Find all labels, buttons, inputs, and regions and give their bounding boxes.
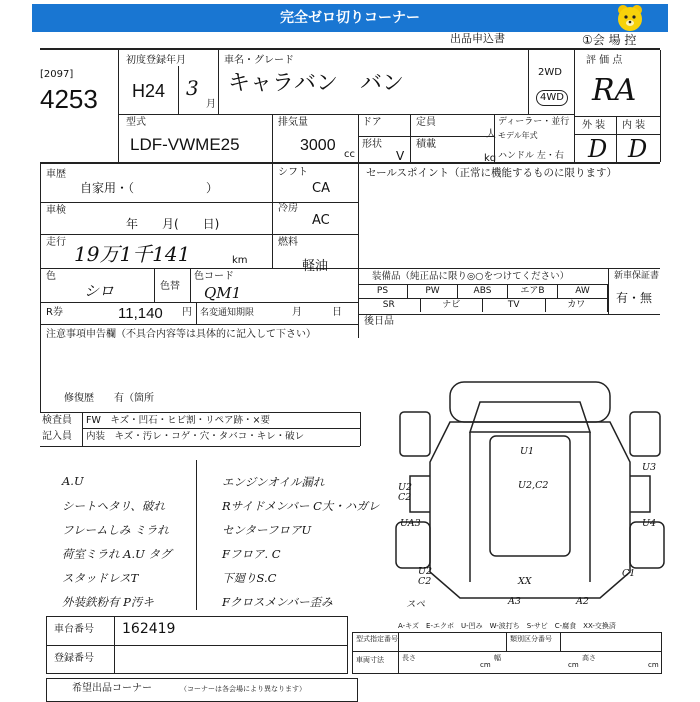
length-unit: cm [480, 661, 491, 669]
handle-label: ハンドル 左・右 [498, 151, 564, 161]
note-line-right: Fフロア. C [222, 547, 281, 561]
history-label: 車歴 [46, 169, 66, 180]
wish-label: 希望出品コーナー [72, 683, 152, 694]
mileage: 19万1千141 [74, 242, 191, 266]
damage-mark: C2 [398, 492, 412, 503]
equipment-item: SR [358, 298, 421, 312]
load-label: 積載 [416, 139, 436, 150]
height-unit: cm [648, 661, 659, 669]
mileage-label: 走行 [46, 237, 66, 248]
note-line-left: 荷室ミラれ A.U タグ [62, 547, 172, 561]
first-reg-label: 初度登録年月 [126, 55, 186, 66]
damage-mark: U2 [418, 566, 433, 577]
history-value: 自家用・（ ） [80, 181, 219, 195]
drive-4wd: 4WD [536, 90, 568, 106]
color-code-label: 色コード [194, 271, 234, 282]
note-line-right: 下廻りS.C [222, 571, 277, 585]
capacity-label: 定員 [416, 117, 436, 128]
damage-mark: A3 [508, 596, 521, 607]
equipment-item: AW [558, 284, 608, 298]
doors-label: ドア [362, 117, 382, 128]
fw-row: FW キズ・凹石・ヒビ割・リペア跡・×要 [86, 415, 270, 426]
equipment-item: カワ [546, 298, 609, 312]
damage-mark: スペ [406, 599, 426, 610]
name-change-value: 月 日 [292, 307, 342, 318]
mascot-right-icon [615, 3, 645, 33]
displacement-label: 排気量 [278, 117, 308, 128]
dealer-label: ディーラー・並行 [498, 117, 570, 127]
color-change-label: 色替 [160, 281, 180, 292]
chassis-label: 車台番号 [54, 624, 94, 635]
shape: V [396, 149, 405, 163]
model: LDF-VWME25 [130, 135, 240, 154]
damage-mark: C1 [622, 568, 636, 579]
note-line-right: センターフロアU [222, 523, 312, 537]
note-line-left: A.U [62, 474, 84, 488]
note-line-left: 外装鉄粉有 P汚キ [62, 595, 154, 609]
eval-score: RA [592, 73, 637, 108]
displacement: 3000 [300, 137, 336, 154]
note-line-left: シートヘタリ、破れ [62, 499, 165, 513]
equipment-item: PW [408, 284, 458, 298]
km-unit: km [232, 255, 248, 266]
width-unit: cm [568, 661, 579, 669]
shape-label: 形状 [362, 139, 382, 150]
banner-title: 完全ゼロ切りコーナー [32, 4, 668, 32]
damage-mark: U3 [642, 462, 657, 473]
equipment-item: ABS [458, 284, 508, 298]
length-label: 長さ [402, 654, 416, 662]
interior-grade: D [628, 135, 648, 163]
lot-number: 4253 [40, 84, 98, 114]
kg-unit: kg [484, 153, 497, 164]
damage-mark: U2 [398, 482, 413, 493]
equipment-label: 装備品（純正品に限り◎○をつけてください） [372, 271, 570, 282]
rtax-label: R券 [46, 307, 63, 318]
fuel: 軽油 [302, 259, 329, 274]
cc-unit: cc [344, 149, 355, 160]
note-line-left: スタッドレスT [62, 571, 139, 585]
shift-label: シフト [278, 167, 308, 178]
rtax: 11,140 [118, 305, 163, 322]
sheet-code: [2097] [40, 69, 74, 80]
width-label: 幅 [494, 654, 501, 662]
interior-label: 内 装 [622, 120, 646, 131]
color: シロ [84, 282, 115, 300]
yen-unit: 円 [182, 307, 192, 318]
month-unit: 月 [206, 99, 216, 110]
warranty-value: 有・無 [616, 291, 653, 305]
fuel-label: 燃料 [278, 237, 298, 248]
drive-2wd: 2WD [538, 67, 562, 78]
rear-items-label: 後日品 [364, 316, 394, 327]
reg-number-label: 登録番号 [54, 653, 94, 664]
damage-legend: A-キズ E-エクボ U-凹み W-波打ち S-サビ C-腐食 XX-交換済 [398, 622, 616, 630]
inspection-value: 年 月( 日) [126, 217, 220, 231]
first-reg-month: 3 [186, 76, 199, 100]
eval-label: 評 価 点 [586, 55, 623, 66]
exterior-label: 外 装 [582, 120, 606, 131]
name-change-label: 名変通知期限 [200, 308, 255, 318]
damage-mark: U2,C2 [518, 480, 549, 491]
chassis-number: 162419 [122, 621, 176, 637]
model-label: 型式 [126, 117, 146, 128]
damage-mark: C2 [418, 576, 432, 587]
inspector-label: 検査員 [42, 415, 72, 426]
note-line-right: Rサイドメンバー C大・ハガレ [222, 499, 380, 513]
equipment-item: TV [483, 298, 546, 312]
writer-label: 記入員 [42, 431, 72, 442]
ac: AC [312, 213, 330, 228]
height-label: 高さ [582, 654, 596, 662]
note-line-right: Fクロスメンバー歪み [222, 595, 333, 609]
person-unit: 人 [486, 129, 496, 140]
color-code: QM1 [204, 284, 242, 302]
carname-label: 車名・グレード [224, 55, 294, 66]
note-line-left: フレームしみ ミラれ [62, 523, 169, 537]
damage-mark: A2 [576, 596, 589, 607]
dimensions-label: 車両寸法 [356, 656, 384, 664]
car-name: キャラバン バン [228, 70, 405, 95]
inspection-label: 車検 [46, 205, 66, 216]
equipment-item: エアB [508, 284, 558, 298]
warranty-label: 新車保証書 [614, 271, 660, 281]
color-label: 色 [46, 271, 56, 282]
form-title: 出品申込書 [450, 32, 505, 45]
shift: CA [312, 181, 330, 196]
repair-history: 修復歴 有（箇所 [64, 393, 154, 404]
sales-point-label: セールスポイント（正常に機能するものに限ります） [366, 167, 618, 179]
wish-note: （コーナーは各会場により異なります） [180, 685, 306, 693]
interior-defect-row: 内装 キズ・汚レ・コゲ・穴・タバコ・キレ・破レ [86, 431, 305, 442]
damage-mark: UA3 [400, 518, 421, 529]
type-designation-label: 型式指定番号 [356, 635, 398, 643]
damage-mark: U4 [642, 518, 657, 529]
ac-label: 冷房 [278, 203, 298, 214]
notes-label: 注意事項申告欄（不具合内容等は具体的に記入して下さい） [46, 329, 316, 340]
damage-mark: XX [518, 576, 532, 587]
note-line-right: エンジンオイル漏れ [222, 475, 325, 489]
first-reg-year: H24 [132, 81, 166, 101]
equipment-item: ナビ [421, 298, 484, 312]
venue-copy-label: ①会 場 控 [582, 33, 637, 47]
model-year-label: モデル年式 [498, 131, 538, 140]
category-label: 類別区分番号 [510, 635, 552, 643]
exterior-grade: D [588, 135, 608, 163]
damage-mark: U1 [520, 446, 535, 457]
equipment-item: PS [358, 284, 408, 298]
